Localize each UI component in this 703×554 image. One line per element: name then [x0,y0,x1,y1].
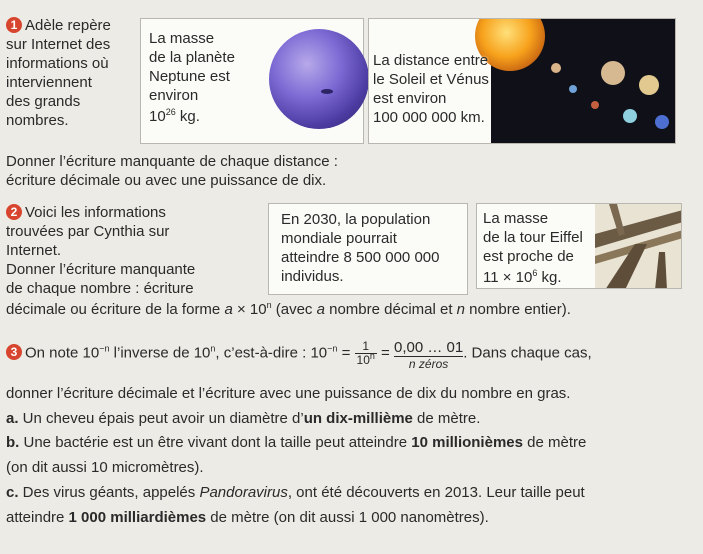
ex2-population-line-1: En 2030, la population [281,211,431,228]
ex1-neptune-line-3: Neptune est [149,68,230,85]
ex1-sun-card [368,18,676,144]
ex2-intro-line-4: Donner l’écriture manquante [6,261,196,278]
ex2-eiffel-line-3: est proche de [483,248,574,265]
ex1-intro-line-5: des grands [6,93,81,110]
ex2-continuation: décimale ou écriture de la forme $a \times 10^n$ (avec a nombre décimal et n nombre entier). [6,300,571,318]
ex1-number-badge: 1 [6,17,22,33]
ex3-number-badge: 3 [6,344,22,360]
ex2-population-text [281,210,439,286]
ex1-sun-line-1: La distance entre [373,52,489,69]
ex3-item-b: b. Une bactérie est un être vivant dont la taille peut atteindre 10 millionièmes de mètre (on dit aussi 10 micromètres). [6,434,587,476]
ex2-population-card [268,203,468,295]
ex2-eiffel-value: $11 \times 10^6$ kg. [483,268,562,286]
ex1-intro-line-3: informations où [6,55,109,72]
ex2-intro-line-3: Internet. [6,242,62,259]
ex2-number-badge: 2 [6,204,22,220]
planet-dot [623,109,637,123]
planet-dot [639,75,659,95]
ex2-population-line-4: individus. [281,268,344,285]
planet-dot [551,63,561,73]
ex1-sun-text [373,51,489,127]
ex3-zeros-expression: 0,00 … 01 n zéros [394,339,464,371]
ex2-eiffel-line-1: La masse [483,210,549,227]
neptune-planet-image [269,29,369,129]
planet-dot [601,61,625,85]
ex3-line-2: donner l’écriture décimale et l’écriture avec une puissance de dix du nombre en gras. [6,385,571,402]
ex1-neptune-line-4: environ [149,87,199,104]
ex1-instruction-line-2: écriture décimale ou avec une puissance de dix. [6,172,327,189]
ex2-population-line-2: mondiale pourrait [281,230,397,247]
ex1-neptune-card [140,18,364,144]
ex1-intro-line-4: interviennent [6,74,92,91]
ex1-intro [6,16,111,130]
ex2-intro-line-2: trouvées par Cynthia sur [6,223,170,240]
planet-dot [655,115,669,129]
ex3-fraction: $\frac{1}{10^n}$ [356,339,375,367]
ex1-neptune-text [149,29,235,126]
ex2-intro-line-5: de chaque nombre : écriture [6,280,194,297]
ex2-eiffel-line-2: de la tour Eiffel [483,229,583,246]
ex1-sun-line-4: 100 000 000 km. [373,109,485,126]
ex1-intro-line-6: nombres. [6,112,69,129]
ex1-intro-line-1: 1 Adèle repère [6,16,111,35]
solar-system-image [491,19,676,144]
ex1-instruction [6,152,338,190]
ex1-sun-line-3: est environ [373,90,447,107]
ex1-neptune-value: $10^{26}$ kg. [149,107,200,125]
ex2-intro-line-1: 2 Voici les informations [6,203,195,222]
ex3-item-a: a. Un cheveu épais peut avoir un diamètre d’un dix-millième de mètre. [6,410,481,427]
ex3-item-c: c. Des virus géants, appelés Pandoravirus, ont été découverts en 2013. Leur taille peut atteindre 1 000 milliardièmes de mètre (on dit aussi 1 000 nanomètres). [6,484,585,526]
ex3-line-1: 3 On note $10^{-n}$ l’inverse de 10$^n$, c’est-à-dire : $10^{-n}$ = $\frac{1}{10^n}$ = 0,00 … 01 n zéros . Dans chaque cas, [6,340,592,371]
ex2-eiffel-card [476,203,682,289]
ex2-population-line-3: atteindre 8 500 000 000 [281,249,440,266]
ex1-neptune-line-2: de la planète [149,49,235,66]
planet-dot [591,101,599,109]
ex1-intro-line-2: sur Internet des [6,36,111,53]
ex1-sun-line-2: le Soleil et Vénus [373,71,489,88]
ex2-eiffel-text [483,209,583,287]
ex1-neptune-line-1: La masse [149,30,215,47]
ex1-instruction-line-1: Donner l’écriture manquante de chaque distance : [6,153,338,170]
ex2-intro [6,203,195,298]
eiffel-tower-image [595,204,682,289]
planet-dot [569,85,577,93]
